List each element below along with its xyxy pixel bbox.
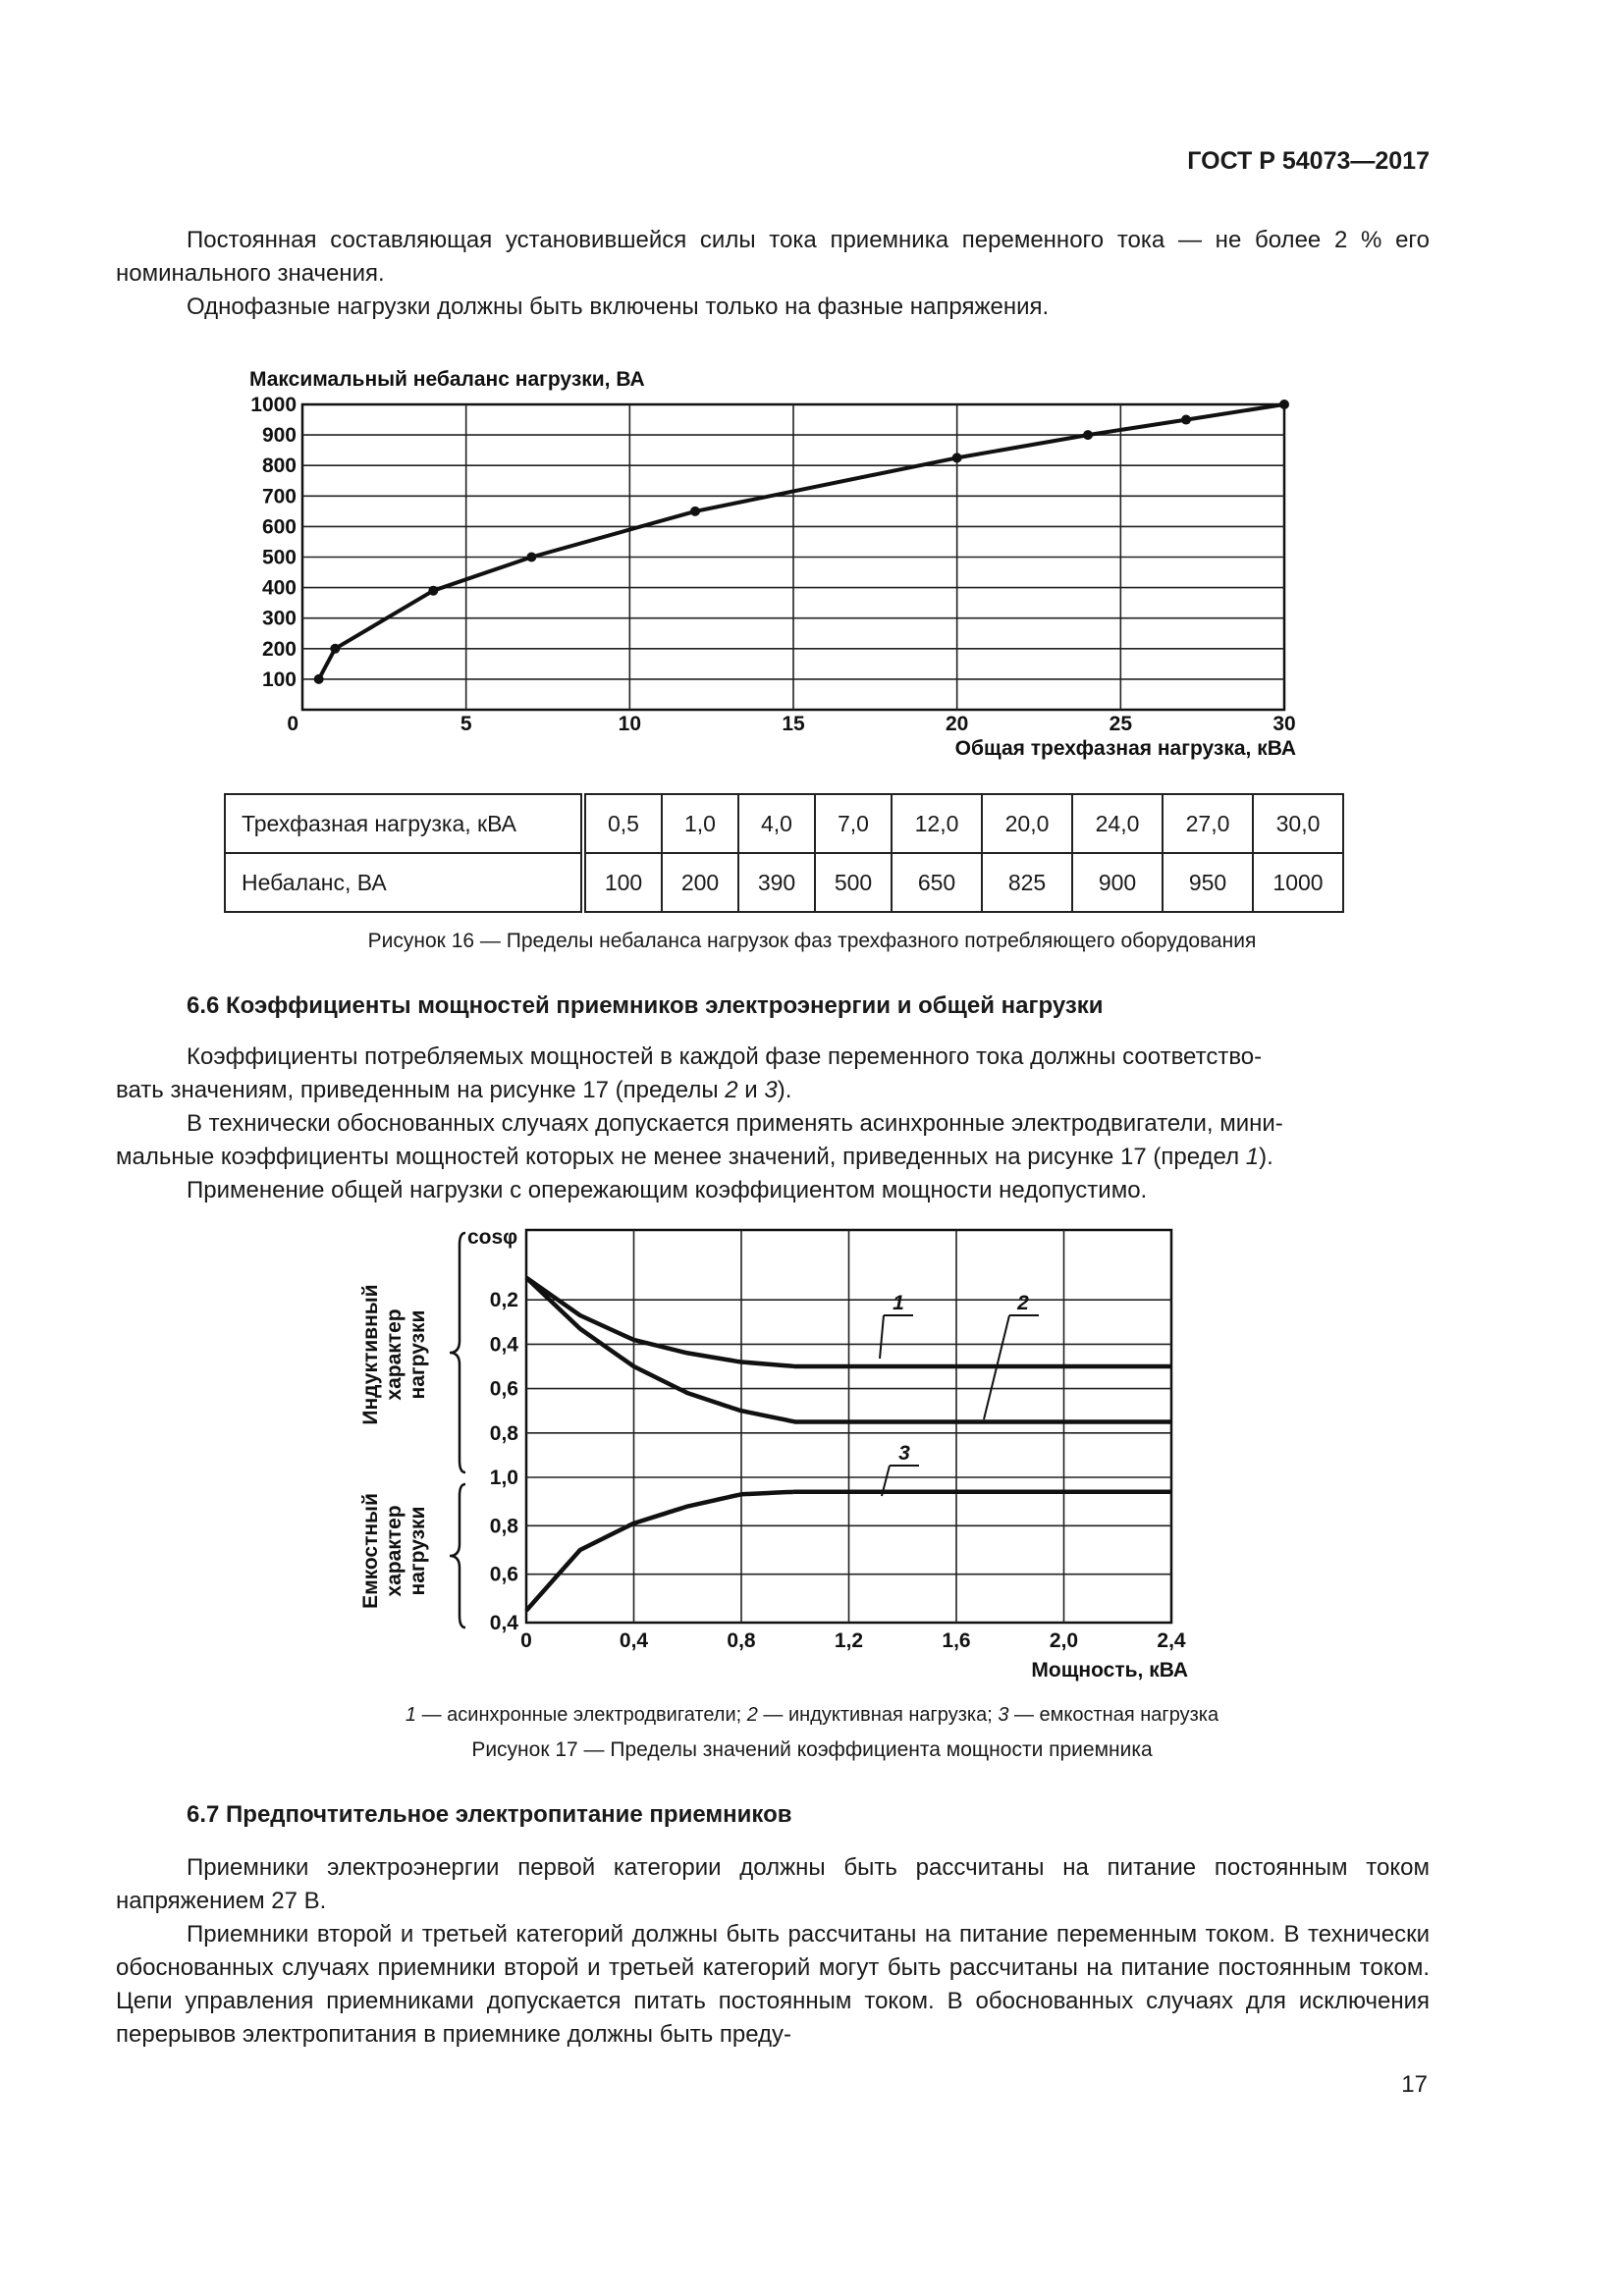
y-tick-label: 0,4 bbox=[489, 1612, 518, 1634]
x-tick-label: 30 bbox=[1272, 713, 1296, 735]
inductive-label: нагрузки bbox=[406, 1309, 429, 1400]
table-cell: 950 bbox=[1163, 853, 1253, 912]
x-tick-label: 25 bbox=[1109, 713, 1133, 735]
inductive-brace bbox=[450, 1233, 465, 1472]
paragraph: Приемники второй и третьей категорий должны быть рассчитаны на питание переменным током. В технически обоснованных случаях приемники второй и третьей категорий могут быть рассчитаны на питание постоянным током. Цепи управления приемниками допускается питать постоянным током. В обоснованных случаях для исключения перерывов электропитания в приемнике должны быть преду- bbox=[116, 1921, 1430, 2048]
y-tick-label: 0,8 bbox=[489, 1515, 518, 1538]
figure-17-caption: Рисунок 17 — Пределы значений коэффициента мощности приемника bbox=[471, 1738, 1153, 1761]
page-number: 17 bbox=[1401, 2071, 1428, 2098]
inductive-label: Индуктивный bbox=[359, 1284, 382, 1425]
y-tick-label: 500 bbox=[261, 546, 297, 569]
y-tick-label: 100 bbox=[261, 667, 297, 691]
y-tick-label: 0,4 bbox=[489, 1333, 518, 1357]
table-cell: 825 bbox=[982, 853, 1072, 912]
table-cell: 500 bbox=[815, 853, 892, 912]
table-cell: 100 bbox=[583, 853, 662, 912]
paragraph: Приемники электроэнергии первой категории должны быть рассчитаны на питание постоянным током напряжением 27 В. bbox=[116, 1854, 1430, 1914]
y-tick-label: 0,6 bbox=[489, 1377, 518, 1401]
paragraph: Постоянная составляющая установившейся силы тока приемника переменного тока — не более 2 % его номинального значения. bbox=[116, 227, 1430, 287]
table-cell: 12,0 bbox=[892, 794, 982, 853]
y-tick-label: 800 bbox=[261, 454, 297, 478]
x-tick-label: 0,4 bbox=[619, 1629, 649, 1652]
x-tick-label: 5 bbox=[460, 713, 472, 735]
x-tick-label: 20 bbox=[945, 713, 969, 735]
inductive-label: характер bbox=[383, 1308, 406, 1401]
table-cell: 7,0 bbox=[815, 794, 892, 853]
table-cell: 1,0 bbox=[662, 794, 738, 853]
y-tick-label: 0,2 bbox=[489, 1289, 518, 1312]
y-axis-label: cosφ bbox=[467, 1226, 518, 1249]
x-tick-label: 2,4 bbox=[1157, 1629, 1186, 1652]
paragraph: Применение общей нагрузки с опережающим коэффициентом мощности недопустимо. bbox=[187, 1177, 1148, 1203]
section-6-7-title: 6.7 Предпочтительное электропитание приемников bbox=[187, 1801, 792, 1828]
capacitive-label: нагрузки bbox=[406, 1506, 429, 1596]
y-tick-label: 0,8 bbox=[489, 1421, 518, 1445]
table-cell: 20,0 bbox=[982, 794, 1072, 853]
y-tick-label: 1000 bbox=[250, 394, 297, 416]
table-cell: 900 bbox=[1072, 853, 1163, 912]
figure-16-caption: Рисунок 16 — Пределы небаланса нагрузок фаз трехфазного потребляющего оборудования bbox=[367, 930, 1257, 952]
table-row-label: Трехфазная нагрузка, кВА bbox=[225, 794, 583, 853]
table-cell: 30,0 bbox=[1253, 794, 1343, 853]
x-tick-label: 15 bbox=[782, 713, 805, 735]
leader-line bbox=[880, 1315, 884, 1359]
table-cell: 1000 bbox=[1253, 853, 1343, 912]
curve-label-3: 3 bbox=[898, 1442, 910, 1465]
table-row-label: Небаланс, ВА bbox=[225, 853, 583, 912]
document-header: ГОСТ Р 54073—2017 bbox=[1187, 147, 1430, 175]
x-tick-label: 1,6 bbox=[942, 1629, 971, 1652]
y-tick-label: 700 bbox=[261, 485, 297, 508]
table-cell: 0,5 bbox=[583, 794, 662, 853]
section-6-6-title: 6.6 Коэффициенты мощностей приемников электроэнергии и общей нагрузки bbox=[187, 992, 1104, 1019]
table-cell: 27,0 bbox=[1163, 794, 1253, 853]
x-axis-label: Мощность, кВА bbox=[1031, 1659, 1188, 1682]
y-tick-label: 1,0 bbox=[489, 1467, 518, 1489]
x-tick-label: 10 bbox=[618, 713, 642, 735]
paragraph: Однофазные нагрузки должны быть включены только на фазные напряжения. bbox=[187, 294, 1050, 320]
x-tick-label: 1,2 bbox=[834, 1629, 864, 1652]
y-tick-label: 0,6 bbox=[489, 1563, 518, 1586]
paragraph: Коэффициенты потребляемых мощностей в каждой фазе переменного тока должны соответство- вать значениям, приведенным на рисунке 17 (пределы 2 и 3). bbox=[116, 1043, 1263, 1103]
y-tick-label: 200 bbox=[261, 637, 297, 661]
y-tick-label: 600 bbox=[261, 515, 297, 539]
table-cell: 24,0 bbox=[1072, 794, 1163, 853]
table-cell: 650 bbox=[892, 853, 982, 912]
paragraph: В технически обоснованных случаях допускается применять асинхронные электродвигатели, мини- мальные коэффициенты мощностей которых не менее значений, приведенных на рисунке 17 (предел 1). bbox=[116, 1110, 1283, 1170]
capacitive-brace bbox=[450, 1484, 465, 1628]
x-tick-label: 0 bbox=[287, 713, 298, 735]
table-cell: 390 bbox=[738, 853, 815, 912]
x-axis-label: Общая трехфазная нагрузка, кВА bbox=[954, 737, 1296, 760]
y-tick-label: 300 bbox=[261, 607, 297, 630]
table-cell: 200 bbox=[662, 853, 738, 912]
x-tick-label: 0,8 bbox=[727, 1629, 756, 1652]
capacitive-label: Емкостный bbox=[359, 1493, 382, 1609]
x-tick-label: 0 bbox=[520, 1629, 532, 1652]
x-tick-label: 2,0 bbox=[1049, 1629, 1079, 1652]
figure-17-legend: 1 — асинхронные электродвигатели; 2 — индуктивная нагрузка; 3 — емкостная нагрузка bbox=[405, 1704, 1219, 1726]
capacitive-label: характер bbox=[383, 1505, 406, 1597]
curve-label-2: 2 bbox=[1017, 1292, 1029, 1314]
curve-label-1: 1 bbox=[893, 1292, 904, 1314]
y-axis-label: Максимальный небаланс нагрузки, ВА bbox=[249, 368, 645, 391]
table-cell: 4,0 bbox=[738, 794, 815, 853]
y-tick-label: 400 bbox=[261, 576, 297, 600]
y-tick-label: 900 bbox=[261, 424, 297, 448]
